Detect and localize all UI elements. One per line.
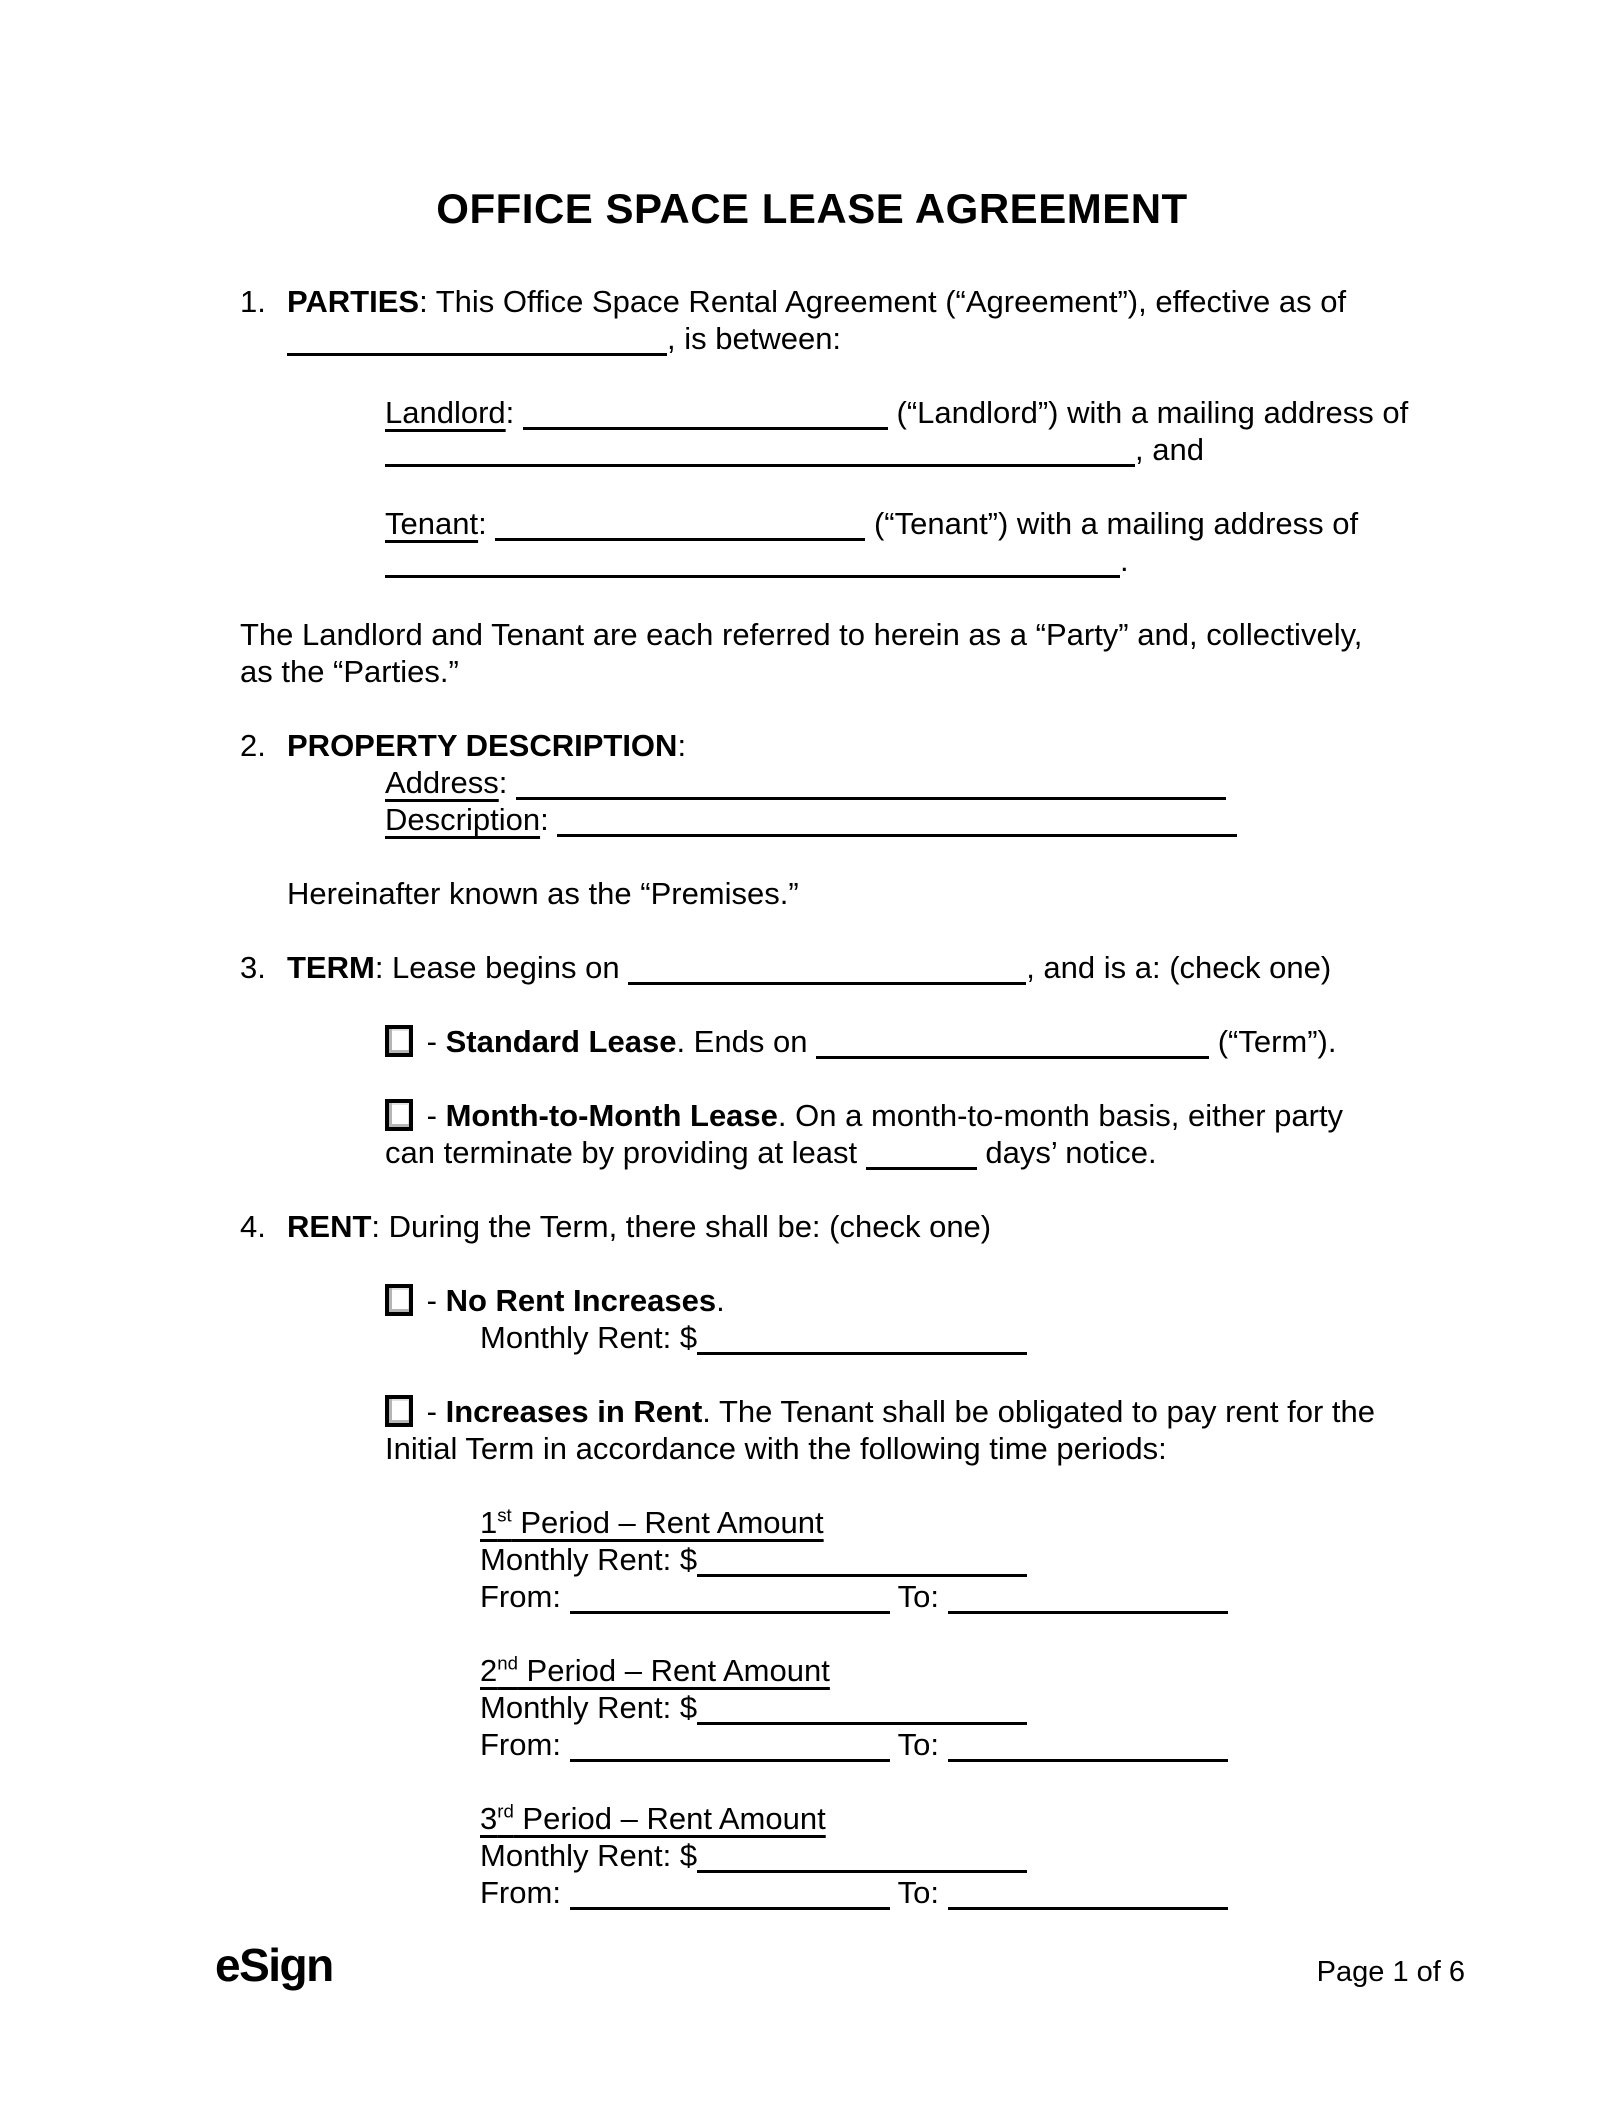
- period-2-heading: [480, 1652, 1624, 1689]
- period-text: .: [1120, 543, 1129, 578]
- to-label: To:: [897, 1875, 939, 1910]
- property-address-line: [385, 764, 1624, 801]
- period-1-monthly-rent-line: [480, 1541, 1624, 1578]
- increases-text: . The Tenant shall be obligated to pay rent for the: [702, 1394, 1376, 1429]
- notice-text-before: can terminate by providing at least: [385, 1135, 858, 1170]
- parties-note-line-1: The Landlord and Tenant are each referred to herein as a “Party” and, collectively,: [240, 617, 1363, 652]
- tenant-text: (“Tenant”) with a mailing address of: [873, 506, 1359, 541]
- effective-date-blank[interactable]: [287, 351, 667, 356]
- no-rent-increases-checkbox[interactable]: [385, 1284, 413, 1316]
- increases-in-rent-line-1: [385, 1393, 1624, 1430]
- no-rent-increases-label: No Rent Increases: [445, 1283, 717, 1318]
- month-to-month-line-2: [385, 1134, 1624, 1171]
- spacer: [0, 1171, 1624, 1208]
- period-title-text: Period – Rent Amount: [513, 1801, 826, 1836]
- colon: :: [478, 506, 487, 541]
- dash: -: [426, 1098, 437, 1133]
- spacer: [0, 912, 1624, 949]
- ordinal-suffix: rd: [497, 1800, 514, 1822]
- rent-heading-line: [240, 1208, 1624, 1245]
- spacer: [0, 579, 1624, 616]
- property-heading-line: [240, 727, 1624, 764]
- spacer: [0, 1356, 1624, 1393]
- period-1-monthly-rent-blank[interactable]: [697, 1572, 1027, 1577]
- month-to-month-line-1: [385, 1097, 1624, 1134]
- ordinal: 1: [480, 1505, 498, 1540]
- spacer: [0, 235, 1624, 283]
- monthly-rent-label: Monthly Rent: $: [480, 1320, 698, 1355]
- property-address-blank[interactable]: [516, 795, 1226, 800]
- list-number: 3.: [240, 950, 266, 985]
- tenant-address-line: [385, 542, 1624, 579]
- lease-end-date-blank[interactable]: [816, 1054, 1209, 1059]
- tenant-name-blank[interactable]: [495, 536, 865, 541]
- ordinal: 3: [480, 1801, 498, 1836]
- month-to-month-label: Month-to-Month Lease: [445, 1098, 778, 1133]
- landlord-address-line: [385, 431, 1624, 468]
- to-label: To:: [897, 1579, 939, 1614]
- term-heading-line: [240, 949, 1624, 986]
- from-label: From:: [480, 1579, 561, 1614]
- colon: :: [677, 728, 687, 763]
- spacer: [0, 357, 1624, 394]
- property-heading: PROPERTY DESCRIPTION: [287, 728, 678, 763]
- standard-lease-checkbox[interactable]: [385, 1025, 413, 1057]
- spacer: [0, 838, 1624, 875]
- period-2-monthly-rent-blank[interactable]: [697, 1720, 1027, 1725]
- checkbox-face: [389, 1029, 409, 1053]
- to-label: To:: [897, 1727, 939, 1762]
- esign-logo: eSign: [215, 1939, 333, 1991]
- month-to-month-checkbox[interactable]: [385, 1099, 413, 1131]
- colon: :: [505, 395, 515, 430]
- premises-note-line: Hereinafter known as the “Premises.”: [287, 876, 799, 911]
- period-1-title: [480, 1505, 824, 1540]
- tenant-line: [385, 505, 1624, 542]
- spacer: [0, 468, 1624, 505]
- parties-heading-line: [240, 283, 1624, 320]
- effective-date-line: [287, 320, 1624, 357]
- monthly-rent-label: Monthly Rent: $: [480, 1690, 698, 1725]
- period-1-to-blank[interactable]: [948, 1609, 1228, 1614]
- period-title-text: Period – Rent Amount: [517, 1653, 830, 1688]
- spacer: [0, 1245, 1624, 1282]
- from-label: From:: [480, 1727, 561, 1762]
- term-text-after: , and is a: (check one): [1026, 950, 1332, 985]
- standard-lease-text: . Ends on: [676, 1024, 808, 1059]
- no-rent-increases-line: [385, 1282, 1624, 1319]
- address-label: Address: [385, 765, 499, 800]
- standard-lease-line: [385, 1023, 1624, 1060]
- property-description-line: [385, 801, 1624, 838]
- ordinal-suffix: st: [497, 1504, 512, 1526]
- landlord-label: Landlord: [385, 395, 506, 430]
- dash: -: [426, 1283, 437, 1318]
- term-heading: TERM: [287, 950, 375, 985]
- from-label: From:: [480, 1875, 561, 1910]
- dash: -: [426, 1024, 437, 1059]
- notice-text-after: days’ notice.: [985, 1135, 1157, 1170]
- spacer: [0, 1615, 1624, 1652]
- increases-in-rent-line-2: Initial Term in accordance with the following time periods:: [385, 1431, 1167, 1466]
- landlord-address-blank[interactable]: [385, 462, 1135, 467]
- checkbox-face: [389, 1399, 409, 1423]
- tenant-address-blank[interactable]: [385, 573, 1120, 578]
- list-number: 2.: [240, 728, 266, 763]
- spacer: [0, 986, 1624, 1023]
- page-number: Page 1 of 6: [1316, 1956, 1465, 1988]
- increases-in-rent-label: Increases in Rent: [445, 1394, 703, 1429]
- period-3-monthly-rent-blank[interactable]: [697, 1868, 1027, 1873]
- list-number: 1.: [240, 284, 266, 319]
- colon: :: [540, 802, 549, 837]
- period-2-monthly-rent-line: [480, 1689, 1624, 1726]
- monthly-rent-label: Monthly Rent: $: [480, 1542, 698, 1577]
- spacer: [0, 1763, 1624, 1800]
- document-title: OFFICE SPACE LEASE AGREEMENT: [436, 185, 1188, 232]
- term-parenthetical: (“Term”).: [1217, 1024, 1337, 1059]
- checkbox-face: [389, 1288, 409, 1312]
- ordinal: 2: [480, 1653, 498, 1688]
- period-2-title: [480, 1653, 830, 1688]
- landlord-line: [385, 394, 1624, 431]
- increases-in-rent-checkbox[interactable]: [385, 1395, 413, 1427]
- and-text: , and: [1135, 432, 1204, 467]
- period-2-to-blank[interactable]: [948, 1757, 1228, 1762]
- notice-days-blank[interactable]: [866, 1165, 977, 1170]
- monthly-rent-label: Monthly Rent: $: [480, 1838, 698, 1873]
- monthly-rent-blank[interactable]: [697, 1350, 1027, 1355]
- period-1-from-to-line: [480, 1578, 1624, 1615]
- landlord-text: (“Landlord”) with a mailing address of: [896, 395, 1409, 430]
- monthly-rent-line: [480, 1319, 1624, 1356]
- period-3-monthly-rent-line: [480, 1837, 1624, 1874]
- period-3-heading: [480, 1800, 1624, 1837]
- rent-heading: RENT: [287, 1209, 372, 1244]
- standard-lease-label: Standard Lease: [445, 1024, 677, 1059]
- tenant-label: Tenant: [385, 506, 479, 541]
- landlord-name-blank[interactable]: [523, 425, 888, 430]
- list-number: 4.: [240, 1209, 266, 1244]
- colon: :: [498, 765, 508, 800]
- term-text-before: : Lease begins on: [374, 950, 620, 985]
- property-description-blank[interactable]: [557, 832, 1237, 837]
- is-between-text: , is between:: [667, 321, 842, 356]
- period-3-to-blank[interactable]: [948, 1905, 1228, 1910]
- lease-start-date-blank[interactable]: [628, 980, 1026, 985]
- period-text: .: [716, 1283, 725, 1318]
- period-title-text: Period – Rent Amount: [511, 1505, 824, 1540]
- spacer: [0, 1060, 1624, 1097]
- page-footer: [215, 1938, 1465, 1992]
- period-3-from-blank[interactable]: [570, 1905, 890, 1910]
- parties-heading: PARTIES: [287, 284, 420, 319]
- period-1-from-blank[interactable]: [570, 1609, 890, 1614]
- ordinal-suffix: nd: [497, 1652, 518, 1674]
- spacer: [0, 690, 1624, 727]
- dash: -: [426, 1394, 437, 1429]
- period-3-title: [480, 1801, 826, 1836]
- parties-intro-text: : This Office Space Rental Agreement (“Agreement”), effective as of: [419, 284, 1347, 319]
- description-label: Description: [385, 802, 541, 837]
- spacer: [0, 1467, 1624, 1504]
- period-2-from-to-line: [480, 1726, 1624, 1763]
- parties-note-line-2: as the “Parties.”: [240, 654, 459, 689]
- checkbox-face: [389, 1103, 409, 1127]
- period-2-from-blank[interactable]: [570, 1757, 890, 1762]
- period-1-heading: [480, 1504, 1624, 1541]
- period-3-from-to-line: [480, 1874, 1624, 1911]
- rent-text: : During the Term, there shall be: (check one): [371, 1209, 992, 1244]
- month-to-month-text: . On a month-to-month basis, either party: [777, 1098, 1344, 1133]
